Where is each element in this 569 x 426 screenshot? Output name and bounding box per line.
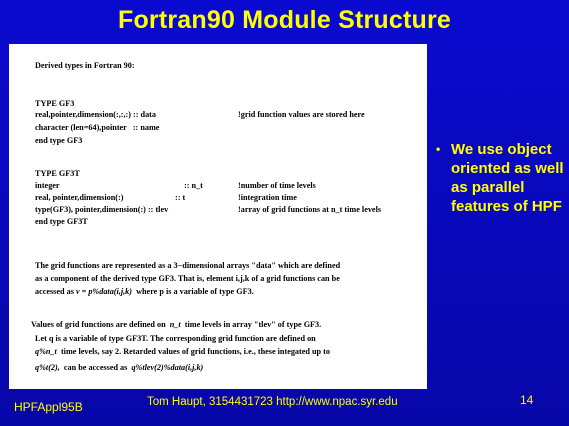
slide-title: Fortran90 Module Structure — [117, 6, 452, 34]
para2-line4 — [35, 362, 203, 373]
document-heading: Derived types in Fortran 90: — [35, 61, 135, 70]
para1-line3-expr: v = p%data(i,j,k) — [75, 287, 132, 296]
para2-line3-b: time levels, say 2. Retarded values of grid functions, i.e., these integated up to — [56, 347, 330, 356]
para2-line1 — [31, 319, 321, 330]
gf3-data-decl: real,pointer,dimension(:,:,:) :: data — [35, 110, 156, 119]
gf3t-end-line: end type GF3T — [35, 217, 88, 226]
gf3t-int-decl: integer — [35, 181, 60, 190]
footer-left: HPFAppl95B — [14, 400, 83, 414]
gf3-type-line: TYPE GF3 — [35, 99, 75, 108]
gf3t-tlev-comment: !array of grid functions at n_t time levels — [238, 205, 382, 214]
gf3t-tlev-decl: type(GF3), pointer,dimension(:) :: tlev — [35, 205, 169, 214]
para1-line3-a: accessed as — [35, 287, 76, 296]
para1-line3 — [35, 286, 254, 297]
gf3t-nt-var: :: n_t — [184, 181, 203, 190]
gf3t-nt-comment: !number of time levels — [238, 181, 316, 190]
para2-line4-a: q%t(2), — [35, 363, 60, 372]
gf3-end-line: end type GF3 — [35, 136, 83, 145]
para2-line1-a: Values of grid functions are defined on — [31, 320, 170, 329]
para1-line1: The grid functions are represented as a 3−dimensional arrays "data" which are defined — [35, 261, 341, 270]
gf3-data-comment: !grid function values are stored here — [238, 110, 365, 119]
page-number: 14 — [520, 393, 534, 407]
para2-line3 — [35, 346, 330, 357]
para2-line4-b: can be accessed as — [59, 363, 132, 372]
gf3-name-decl: character (len=64),pointer :: name — [35, 123, 160, 132]
footer-center: Tom Haupt, 3154431723 http://www.npac.syr.edu — [147, 396, 398, 408]
para1-line3-c: where p is a variable of type GF3. — [132, 287, 254, 296]
para2-line1-c: time levels in array "tlev" of type GF3. — [180, 320, 322, 329]
gf3t-type-line: TYPE GF3T — [35, 169, 80, 178]
bullet-text: We use object oriented as well as parallel features of HPF — [451, 141, 564, 215]
para2-line3-a: q%n_t — [35, 347, 57, 356]
gf3t-t-var: :: t — [175, 193, 186, 202]
para2-line1-nt: n_t — [169, 320, 181, 329]
gf3t-t-comment: !integration time — [238, 193, 297, 202]
document-panel — [9, 44, 427, 389]
para1-line2: as a component of the derived type GF3. That is, element i,j,k of a grid functions can be — [35, 274, 340, 283]
para2-line4-c: q%tlev(2)%data(i,j,k) — [131, 363, 204, 372]
gf3t-real-decl: real, pointer,dimension(:) — [35, 193, 124, 202]
bullet-icon: • — [436, 142, 441, 156]
para2-line2: Let q is a variable of type GF3T. The corresponding grid function are defined on — [35, 334, 316, 343]
